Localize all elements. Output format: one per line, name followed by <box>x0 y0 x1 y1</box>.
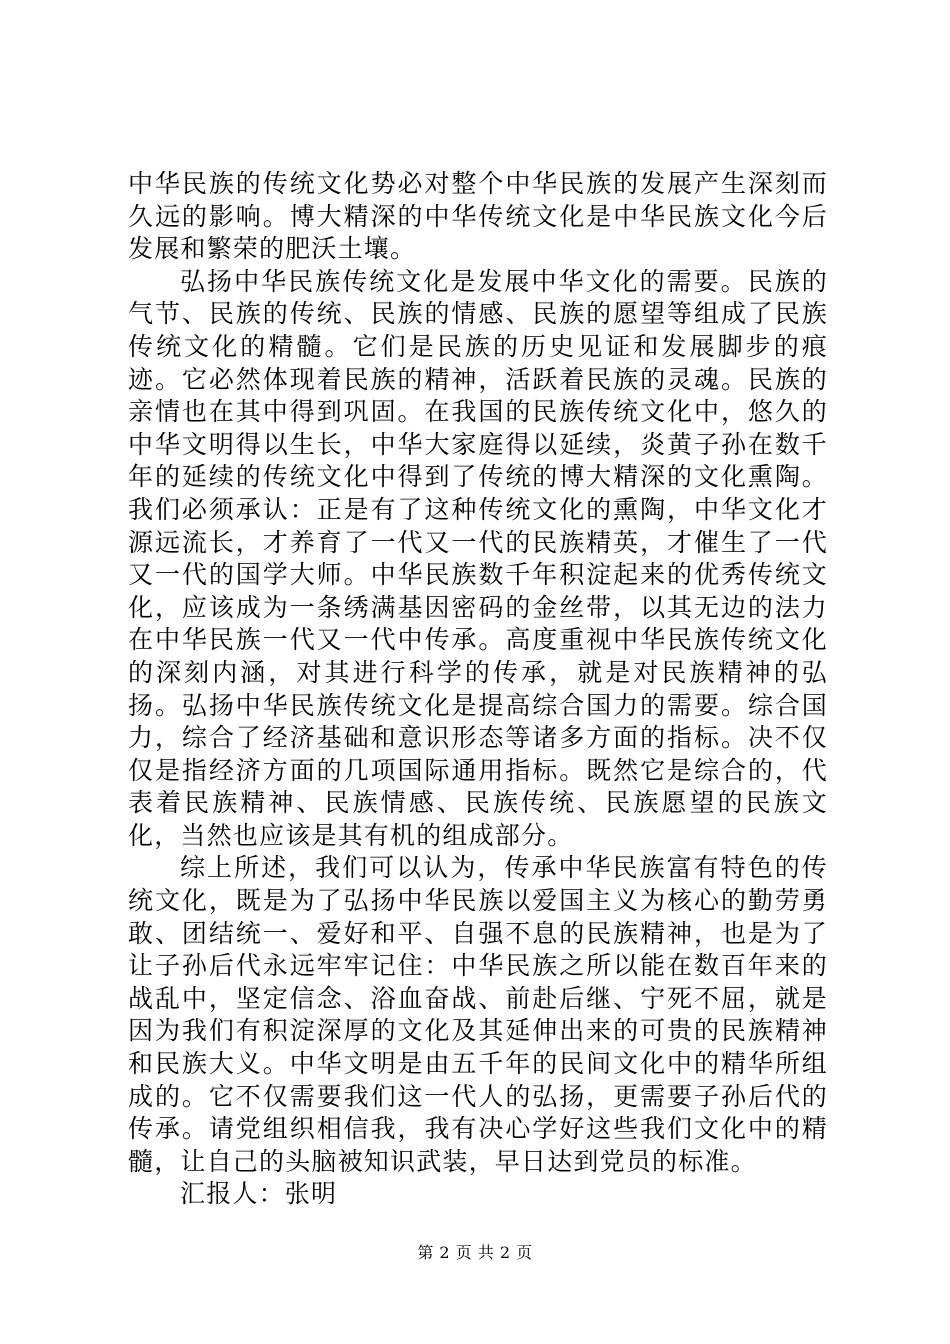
paragraph-3: 综上所述，我们可以认为，传承中华民族富有特色的传统文化，既是为了弘扬中华民族以爱国主义为核心的勤劳勇敢、团结统一、爱好和平、自强不息的民族精神，也是为了让子孙后代永远牢牢记住：中华民族之所以能在数百年来的战乱中，坚定信念、浴血奋战、前赴后继、宁死不屈，就是因为我们有积淀深厚的文化及其延伸出来的可贵的民族精神和民族大义。中华文明是由五千年的民间文化中的精华所组成的。它不仅需要我们这一代人的弘扬，更需要子孙后代的传承。请党组织相信我，我有决心学好这些我们文化中的精髓，让自己的头脑被知识武装，早日达到党员的标准。 <box>128 853 828 1176</box>
page-number-footer: 第 2 页 共 2 页 <box>417 1243 533 1262</box>
paragraph-2: 弘扬中华民族传统文化是发展中华文化的需要。民族的气节、民族的传统、民族的情感、民族的愿望等组成了民族传统文化的精髓。它们是民族的历史见证和发展脚步的痕迹。它必然体现着民族的精神，活跃着民族的灵魂。民族的亲情也在其中得到巩固。在我国的民族传统文化中，悠久的中华文明得以生长，中华大家庭得以延续，炎黄子孙在数千年的延续的传统文化中得到了传统的博大精深的文化熏陶。我们必须承认：正是有了这种传统文化的熏陶，中华文化才源远流长，才养育了一代又一代的民族精英，才催生了一代又一代的国学大师。中华民族数千年积淀起来的优秀传统文化，应该成为一条绣满基因密码的金丝带，以其无边的法力在中华民族一代又一代中传承。高度重视中华民族传统文化的深刻内涵，对其进行科学的传承，就是对民族精神的弘扬。弘扬中华民族传统文化是提高综合国力的需要。综合国力，综合了经济基础和意识形态等诸多方面的指标。决不仅仅是指经济方面的几项国际通用指标。既然它是综合的，代表着民族精神、民族情感、民族传统、民族愿望的民族文化，当然也应该是其有机的组成部分。 <box>128 266 828 850</box>
signature-line: 汇报人：张明 <box>180 1179 338 1209</box>
document-body <box>128 168 828 1211</box>
paragraph-1: 中华民族的传统文化势必对整个中华民族的发展产生深刻而久远的影响。博大精深的中华传统文化是中华民族文化今后发展和繁荣的肥沃土壤。 <box>128 169 828 264</box>
